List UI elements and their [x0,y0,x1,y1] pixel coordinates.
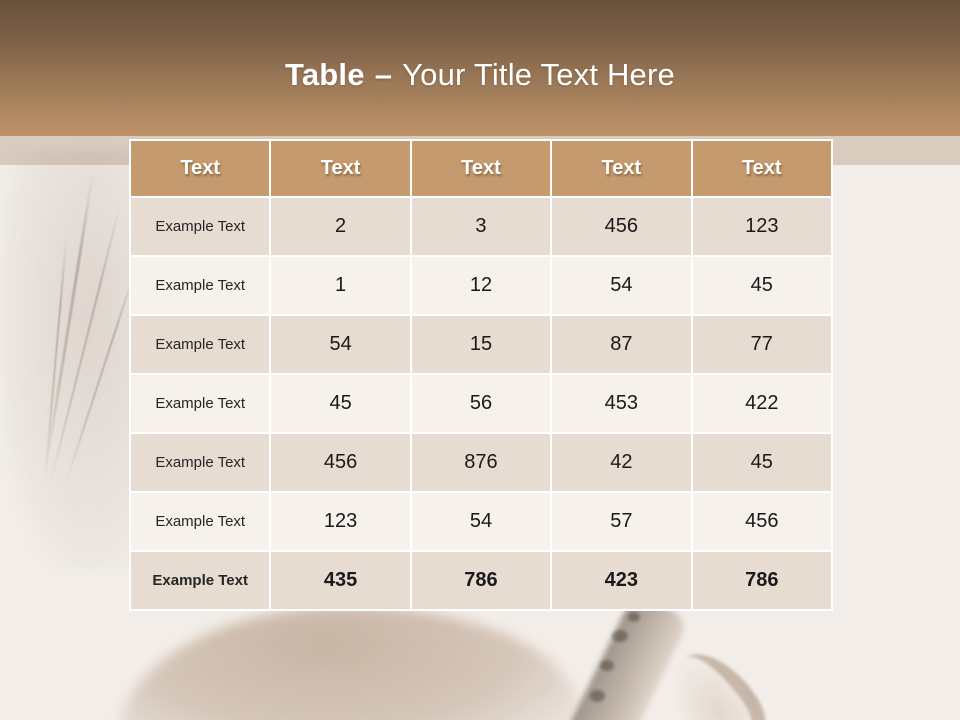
value-cell: 123 [692,197,832,256]
value-cell: 12 [411,256,551,315]
value-cell: 456 [551,197,691,256]
hair-strand [45,172,95,469]
value-cell: 1 [270,256,410,315]
table-row [130,315,832,374]
value-cell: 423 [551,551,691,610]
saxophone-key [600,660,614,671]
table-row [130,374,832,433]
value-cell: 15 [411,315,551,374]
header-cell: Text [692,140,832,197]
torso-silhouette [118,606,578,720]
value-cell: 123 [270,492,410,551]
value-cell: 2 [270,197,410,256]
hair-strand [44,230,68,479]
table-row [130,256,832,315]
value-cell: 56 [411,374,551,433]
header-cell: Text [270,140,410,197]
hair-strand [65,265,138,484]
saxophone-bell [651,636,783,720]
saxophone-key [628,612,640,622]
value-cell: 45 [692,433,832,492]
row-label-cell: Example Text [130,256,270,315]
value-cell: 456 [692,492,832,551]
table-row [130,197,832,256]
row-label-cell: Example Text [130,315,270,374]
table-row [130,551,832,610]
row-label-cell: Example Text [130,492,270,551]
value-cell: 77 [692,315,832,374]
value-cell: 87 [551,315,691,374]
row-label-cell: Example Text [130,197,270,256]
slide-title [0,0,960,136]
row-label-cell: Example Text [130,551,270,610]
slide-title-rest: Your Title Text Here [402,57,675,92]
value-cell: 57 [551,492,691,551]
table-row [130,492,832,551]
slide-title-dash: – [374,57,393,92]
value-cell: 786 [692,551,832,610]
value-cell: 45 [692,256,832,315]
table-row [130,433,832,492]
slide-title-bold: Table [285,57,365,92]
value-cell: 54 [411,492,551,551]
value-cell: 435 [270,551,410,610]
row-label-cell: Example Text [130,374,270,433]
table-header-row [130,140,832,197]
saxophone-key [612,630,628,642]
header-cell: Text [411,140,551,197]
value-cell: 456 [270,433,410,492]
data-table [129,139,833,611]
saxophone-body [542,592,690,720]
hair-strand [49,204,121,486]
saxophone-key [590,690,605,702]
value-cell: 422 [692,374,832,433]
hair-wash [0,150,150,570]
value-cell: 45 [270,374,410,433]
value-cell: 876 [411,433,551,492]
header-cell: Text [130,140,270,197]
value-cell: 786 [411,551,551,610]
header-cell: Text [551,140,691,197]
value-cell: 453 [551,374,691,433]
value-cell: 54 [551,256,691,315]
value-cell: 3 [411,197,551,256]
value-cell: 42 [551,433,691,492]
row-label-cell: Example Text [130,433,270,492]
value-cell: 54 [270,315,410,374]
